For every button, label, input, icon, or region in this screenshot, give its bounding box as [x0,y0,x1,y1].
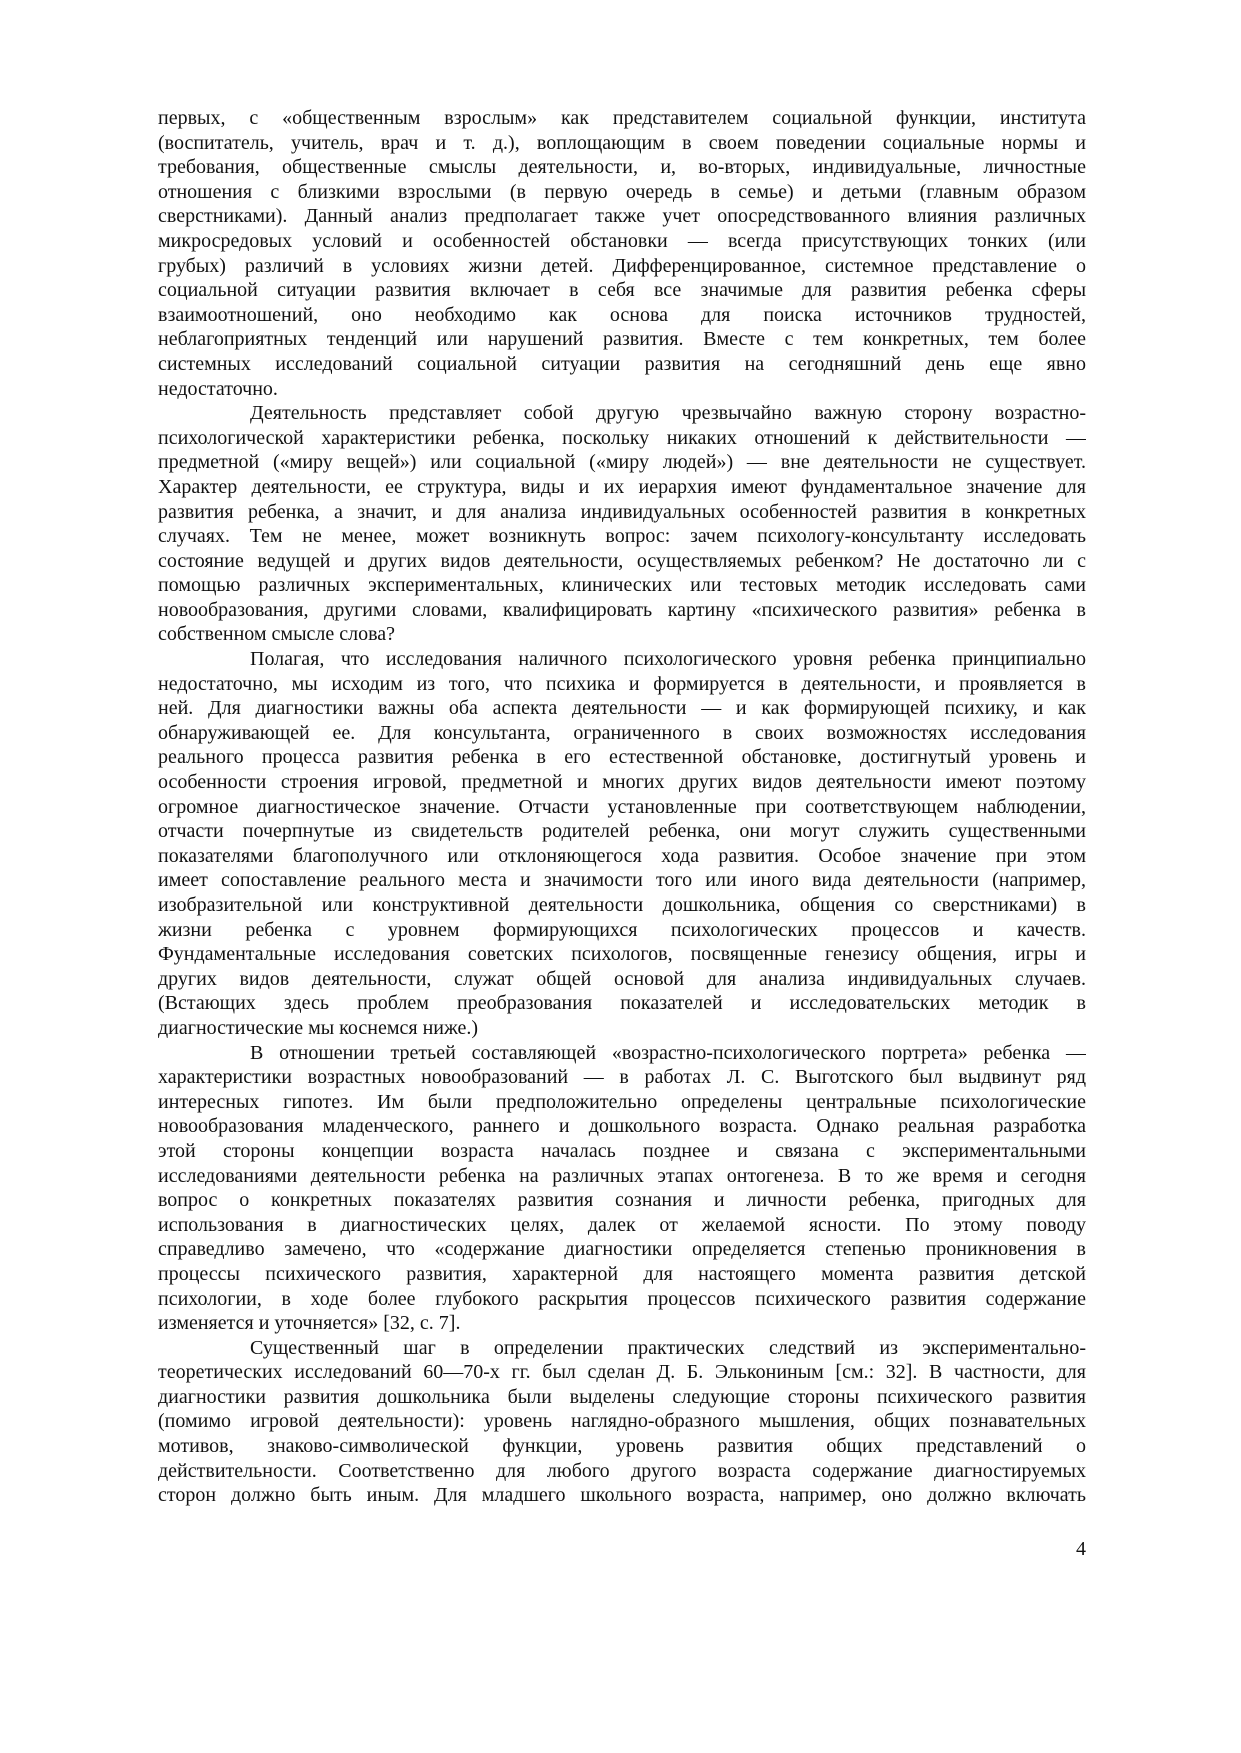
text-line: характеристики возрастных новообразований — в работах Л. С. Выготского был выдвинут ряд [158,1066,1086,1089]
text-line: мотивов, знаково-символической функции, уровень развития общих представлений о [158,1435,1086,1458]
text-line: процессы психического развития, характерной для настоящего момента развития детской [158,1262,1086,1285]
text-line: сторон должно быть иным. Для младшего школьного возраста, например, оно должно включать [158,1484,1086,1507]
text-line: грубых) различий в условиях жизни детей. Дифференцированное, системное представление о [158,254,1086,277]
text-line: теоретических исследований 60—70-х гг. был сделан Д. Б. Элькониным [см.: 32]. В частности, для [158,1361,1086,1384]
text-line: вопрос о конкретных показателях развития сознания и личности ребенка, пригодных для [158,1189,1086,1212]
text-line: (Встающих здесь проблем преобразования показателей и исследовательских методик в [158,992,1086,1015]
text-line: жизни ребенка с уровнем формирующихся психологических процессов и качеств. [158,918,1086,941]
text-line: диагностики развития дошкольника были выделены следующие стороны психического развития [158,1385,1086,1408]
text-line: состояние ведущей и других видов деятельности, осуществляемых ребенком? Не достаточно ли с [158,549,1086,572]
text-line: собственном смысле слова? [158,623,396,646]
text-line: новообразования, другими словами, квалифицировать картину «психического развития» ребенка в [158,598,1086,621]
text-line: обнаруживающей ее. Для консультанта, ограниченного в своих возможностях исследования [158,721,1086,744]
text-line: новообразования младенческого, раннего и дошкольного возраста. Однако реальная разработка [158,1115,1086,1138]
text-line: диагностические мы коснемся ниже.) [158,1016,479,1039]
text-line: Фундаментальные исследования советских психологов, посвященные генезису общения, игры и [158,943,1086,966]
paragraph [158,401,1086,647]
text-line: недостаточно, мы исходим из того, что психика и формируется в деятельности, и проявляется в [158,672,1086,695]
text-line: случаях. Тем не менее, может возникнуть вопрос: зачем психологу-консультанту исследовать [158,525,1086,548]
text-line: отчасти почерпнутые из свидетельств родителей ребенка, они могут служить существенными [158,820,1086,843]
text-line: психологии, в ходе более глубокого раскрытия процессов психического развития содержание [158,1287,1086,1310]
text-line: изменяется и уточняется» [32, с. 7]. [158,1312,461,1335]
text-line: реального процесса развития ребенка в его естественной обстановке, достигнутый уровень и [158,746,1086,769]
text-line: других видов деятельности, служат общей основой для анализа индивидуальных случаев. [158,967,1086,990]
text-line: отношения с близкими взрослыми (в первую очередь в семье) и детьми (главным образом [158,180,1086,203]
text-line: Существенный шаг в определении практических следствий из экспериментально- [250,1336,1086,1359]
text-line: требования, общественные смыслы деятельности, и, во-вторых, индивидуальные, личностные [158,156,1086,179]
text-line: справедливо замечено, что «содержание диагностики определяется степенью проникновения в [158,1238,1086,1261]
text-line: социальной ситуации развития включает в себя все значимые для развития ребенка сферы [158,279,1086,302]
text-line: (помимо игровой деятельности): уровень наглядно-образного мышления, общих познавательных [158,1410,1086,1433]
text-line: изобразительной или конструктивной деятельности дошкольника, общения со сверстниками) в [158,894,1086,916]
text-line: Полагая, что исследования наличного психологического уровня ребенка принципиально [250,648,1086,671]
paragraph [158,106,1086,401]
text-line: особенности строения игровой, предметной и многих других видов деятельности имеют поэтому [158,771,1086,794]
text-line: недостаточно. [158,377,278,400]
text-line: помощью различных экспериментальных, клинических или тестовых методик исследовать сами [158,574,1086,597]
text-line: сверстниками). Данный анализ предполагает также учет опосредствованного влияния различных [158,205,1086,228]
text-line: предметной («миру вещей») или социальной («миру людей») — вне деятельности не существует. [158,451,1086,474]
text-line: действительности. Соответственно для любого другого возраста содержание диагностируемых [158,1459,1086,1482]
text-line: исследованиями деятельности ребенка на различных этапах онтогенеза. В то же время и сегодня [158,1164,1086,1187]
text-line: микросредовых условий и особенностей обстановки — всегда присутствующих тонких (или [158,229,1086,252]
text-line: В отношении третьей составляющей «возрастно-психологического портрета» ребенка — [250,1041,1086,1064]
text-line: неблагоприятных тенденций или нарушений развития. Вместе с тем конкретных, тем более [158,328,1086,351]
text-line: развития ребенка, а значит, и для анализа индивидуальных особенностей развития в конкретных [158,500,1086,523]
paragraph [158,647,1086,1041]
text-line: имеет сопоставление реального места и значимости того или иного вида деятельности (например, [158,869,1086,892]
text-line: Деятельность представляет собой другую чрезвычайно важную сторону возрастно- [250,402,1086,425]
text-line: использования в диагностических целях, далек от желаемой ясности. По этому поводу [158,1213,1086,1236]
paragraph [158,1336,1086,1508]
paragraph [158,1041,1086,1336]
text-line: показателями благополучного или отклоняющегося хода развития. Особое значение при этом [158,844,1086,867]
text-line: Характер деятельности, ее структура, виды и их иерархия имеют фундаментальное значение для [158,475,1086,498]
text-line: (воспитатель, учитель, врач и т. д.), воплощающим в своем поведении социальные нормы и [158,131,1086,154]
text-line: психологической характеристики ребенка, поскольку никаких отношений к действительности — [158,426,1086,449]
text-line: ней. Для диагностики важны оба аспекта деятельности — и как формирующей психику, и как [158,697,1086,720]
text-line: системных исследований социальной ситуации развития на сегодняшний день еще явно [158,352,1086,375]
text-line: первых, с «общественным взрослым» как представителем социальной функции, института [158,107,1086,129]
page-number: 4 [1076,1538,1086,1560]
document-body [158,106,1086,1508]
text-line: интересных гипотез. Им были предположительно определены центральные психологические [158,1090,1086,1113]
text-line: взаимоотношений, оно необходимо как основа для поиска источников трудностей, [158,303,1086,326]
text-line: этой стороны концепции возраста началась позднее и связана с экспериментальными [158,1139,1086,1162]
text-line: огромное диагностическое значение. Отчасти установленные при соответствующем наблюдении, [158,795,1086,818]
